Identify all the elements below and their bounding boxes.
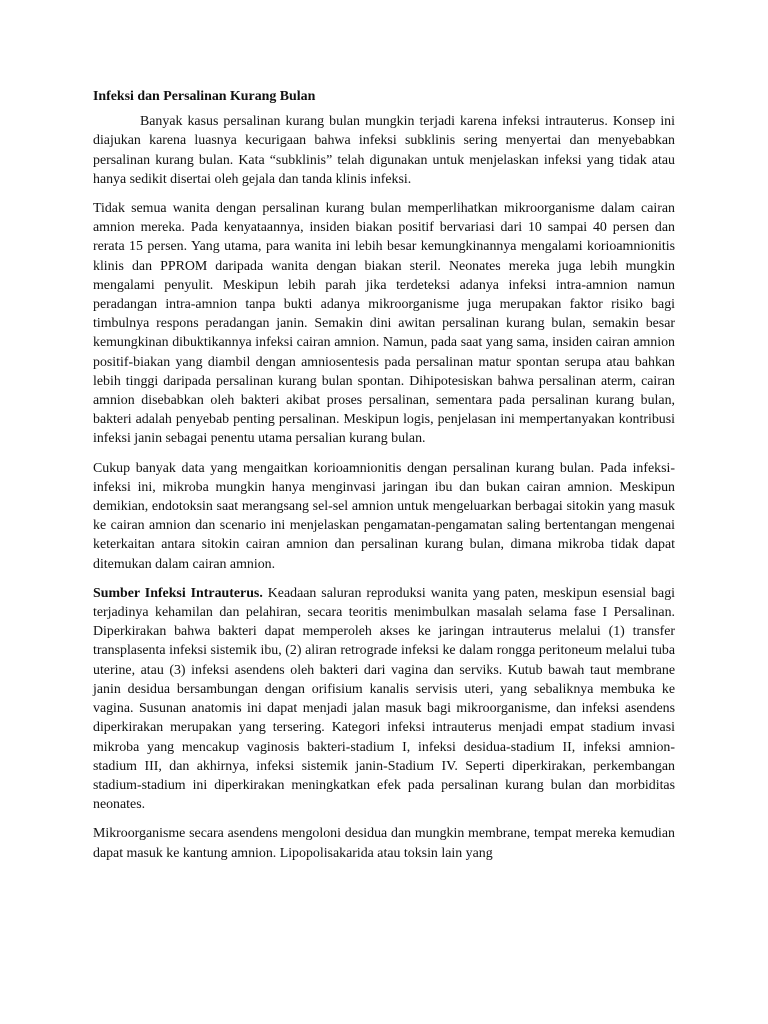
- paragraph-infection-sources: [93, 584, 675, 814]
- section-heading: Sumber Infeksi Intrauterus.: [93, 585, 263, 601]
- paragraph-intro: Banyak kasus persalinan kurang bulan mungkin terjadi karena infeksi intrauterus. Konsep ini diajukan karena luasnya kecurigaan bahwa infeksi subklinis sering menyertai dan menyebabkan persalinan kurang bulan. Kata “subklinis” telah digunakan untuk menjelaskan infeksi yang tidak atau hanya sedikit disertai oleh gejala dan tanda klinis infeksi.: [93, 114, 675, 187]
- paragraph-amniotic-fluid: Tidak semua wanita dengan persalinan kurang bulan memperlihatkan mikroorganisme dalam cairan amnion mereka. Pada kenyataannya, insiden biakan positif bervariasi dari 10 sampai 40 persen dan rerata 15 persen. Yang utama, para wanita ini lebih besar kemungkinannya mengalami korioamnionitis klinis dan PPROM daripada wanita dengan biakan steril. Neonates mereka juga lebih mungkin mengalami penyulit. Meskipun lebih parah jika terdeteksi adanya infeksi intra-amnion namun peradangan intra-amnion tanpa bukti adanya mikroorganisme juga merupakan faktor risiko bagi timbulnya respons peradangan janin. Semakin dini awitan persalinan kurang bulan, semakin besar kemungkinan dibuktikannya infeksi cairan amnion. Namun, pada saat yang sama, insiden cairan amnion positif-biakan yang diambil dengan amniosentesis pada persalinan matur spontan serupa atau bahkan lebih tinggi daripada persalinan kurang bulan spontan. Dihipotesiskan bahwa persalinan aterm, cairan amnion disebabkan oleh bakteri akibat proses persalinan, sementara pada persalinan kurang bulan, bakteri adalah penyebab penting persalinan. Meskipun logis, penjelasan ini mempertanyakan kontribusi infeksi janin sebagai penentu utama persalian kurang bulan.: [93, 201, 675, 447]
- section-text: Keadaan saluran reproduksi wanita yang paten, meskipun esensial bagi terjadinya kehamilan dan pelahiran, secara teoritis menimbulkan masalah selama fase I Persalinan. Diperkirakan bahwa bakteri dapat memperoleh akses ke jaringan intrauterus melalui (1) transfer transplasenta infeksi sistemik ibu, (2) aliran retrograde infeksi ke dalam rongga peritoneum melalui tuba uterine, atau (3) infeksi asendens oleh bakteri dari vagina dan serviks. Kutub bawah taut membrane janin desidua bersambungan dengan orifisium kanalis servisis uteri, yang sebaliknya membuka ke vagina. Susunan anatomis ini dapat menjadi jalan masuk bagi mikroorganisme, dan infeksi asendens diperkirakan merupakan yang tersering. Kategori infeksi intrauterus menjadi empat stadium invasi mikroba yang mencakup vaginosis bakteri-stadium I, infeksi desidua-stadium II, infeksi amnion-stadium III, dan akhirnya, infeksi sistemik janin-Stadium IV. Seperti diperkirakan, perkembangan stadium-stadium ini diperkirakan meningkatkan efek pada persalinan kurang bulan dan morbiditas neonates.: [93, 585, 675, 813]
- paragraph-ascending-infection: Mikroorganisme secara asendens mengoloni desidua dan mungkin membrane, tempat mereka kemudian dapat masuk ke kantung amnion. Lipopolisakarida atau toksin lain yang: [93, 826, 675, 861]
- document-page: [93, 87, 675, 873]
- paragraph-chorioamnionitis: Cukup banyak data yang mengaitkan korioamnionitis dengan persalinan kurang bulan. Pada infeksi-infeksi ini, mikroba mungkin hanya menginvasi jaringan ibu dan bukan cairan amnion. Meskipun demikian, endotoksin saat merangsang sel-sel amnion untuk mengeluarkan berbagai sitokin yang masuk ke cairan amnion dan scenario ini menjelaskan pengamatan-pengamatan saling bertentangan mengenai keterkaitan antara sitokin cairan amnion dan persalinan kurang bulan, dimana mikroba tidak dapat ditemukan dalam cairan amnion.: [93, 460, 675, 572]
- document-title: Infeksi dan Persalinan Kurang Bulan: [93, 89, 316, 104]
